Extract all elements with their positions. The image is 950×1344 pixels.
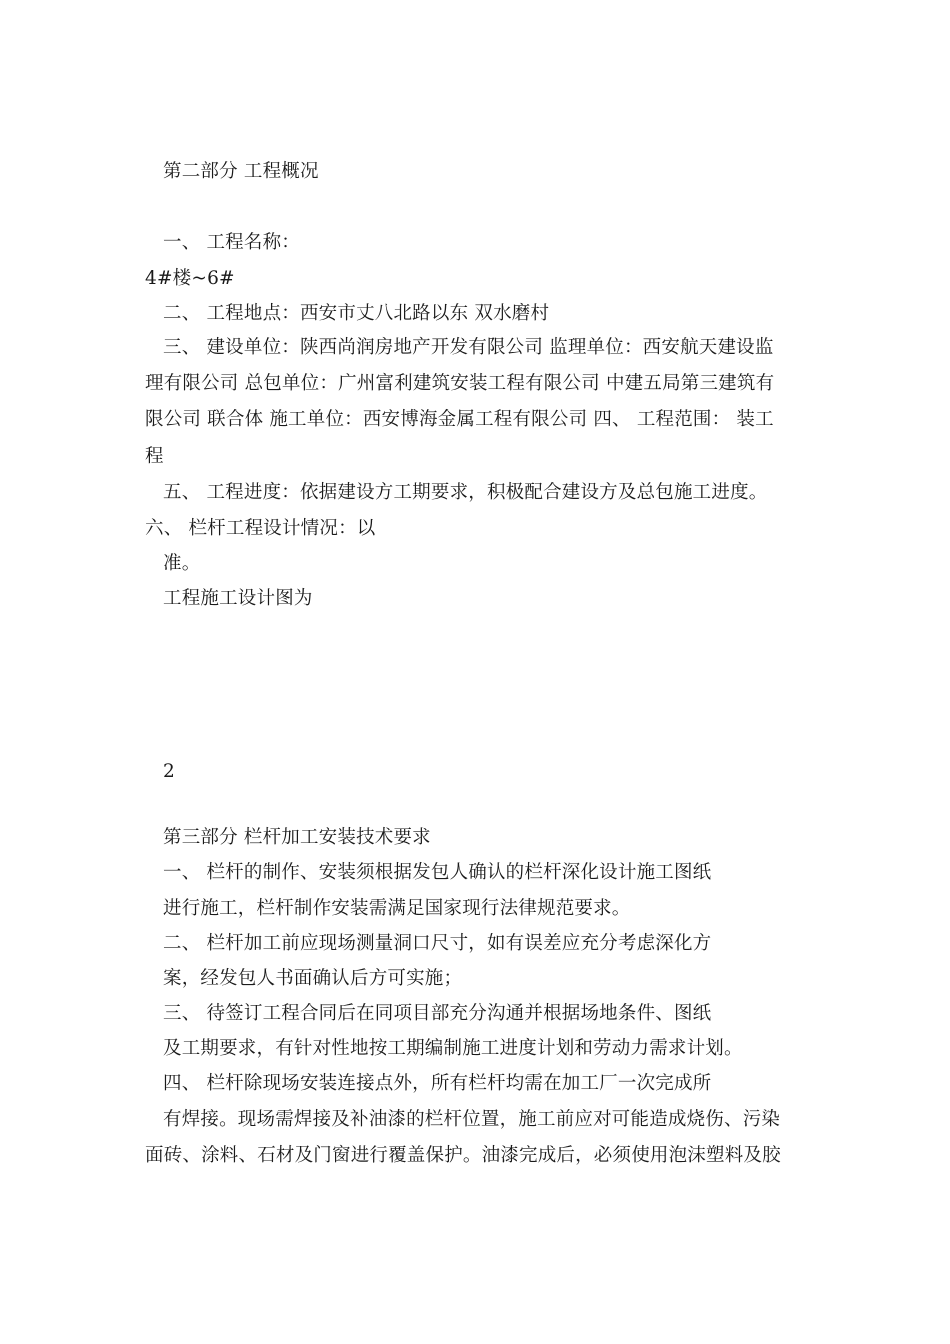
design-standard-line: 准。 [163, 553, 201, 574]
design-drawing-line: 工程施工设计图为 [163, 588, 313, 609]
requirement-1-line: 一、 栏杆的制作、安装须根据发包人确认的栏杆深化设计施工图纸 [163, 862, 712, 883]
construction-unit-line: 三、 建设单位：陕西尚润房地产开发有限公司 监理单位：西安航天建设监 [163, 337, 774, 358]
schedule-line: 五、 工程进度：依据建设方工期要求，积极配合建设方及总包施工进度。 [163, 482, 768, 503]
requirement-4-line: 四、 栏杆除现场安装连接点外，所有栏杆均需在加工厂一次完成所 [163, 1073, 712, 1094]
project-location-line: 二、 工程地点：西安市丈八北路以东 双水磨村 [163, 303, 550, 324]
project-name-line: 一、 工程名称： [163, 232, 300, 253]
requirement-3-continuation: 及工期要求，有针对性地按工期编制施工进度计划和劳动力需求计划。 [163, 1038, 743, 1059]
section-3-heading: 第三部分 栏杆加工安装技术要求 [163, 827, 431, 848]
section-2-heading: 第二部分 工程概况 [163, 161, 319, 182]
railing-design-line: 六、 栏杆工程设计情况：以 [145, 518, 376, 539]
requirement-4-continuation-2: 面砖、涂料、石材及门窗进行覆盖保护。油漆完成后，必须使用泡沫塑料及胶 [145, 1145, 781, 1166]
requirement-2-continuation: 案，经发包人书面确认后方可实施； [163, 968, 463, 989]
contractor-line: 理有限公司 总包单位：广州富利建筑安装工程有限公司 中建五局第三建筑有 [145, 373, 775, 394]
consortium-line: 限公司 联合体 施工单位：西安博海金属工程有限公司 四、 工程范围： 装工 [145, 409, 774, 430]
requirement-2-line: 二、 栏杆加工前应现场测量洞口尺寸，如有误差应充分考虑深化方 [163, 933, 712, 954]
requirement-1-continuation: 进行施工，栏杆制作安装需满足国家现行法律规范要求。 [163, 898, 631, 919]
building-numbers-line: 4#楼~6# [145, 268, 235, 289]
page-number: 2 [163, 761, 175, 782]
requirement-4-continuation-1: 有焊接。现场需焊接及补油漆的栏杆位置，施工前应对可能造成烧伤、污染 [163, 1109, 781, 1130]
requirement-3-line: 三、 待签订工程合同后在同项目部充分沟通并根据场地条件、图纸 [163, 1003, 712, 1024]
scope-continuation-line: 程 [145, 446, 164, 467]
